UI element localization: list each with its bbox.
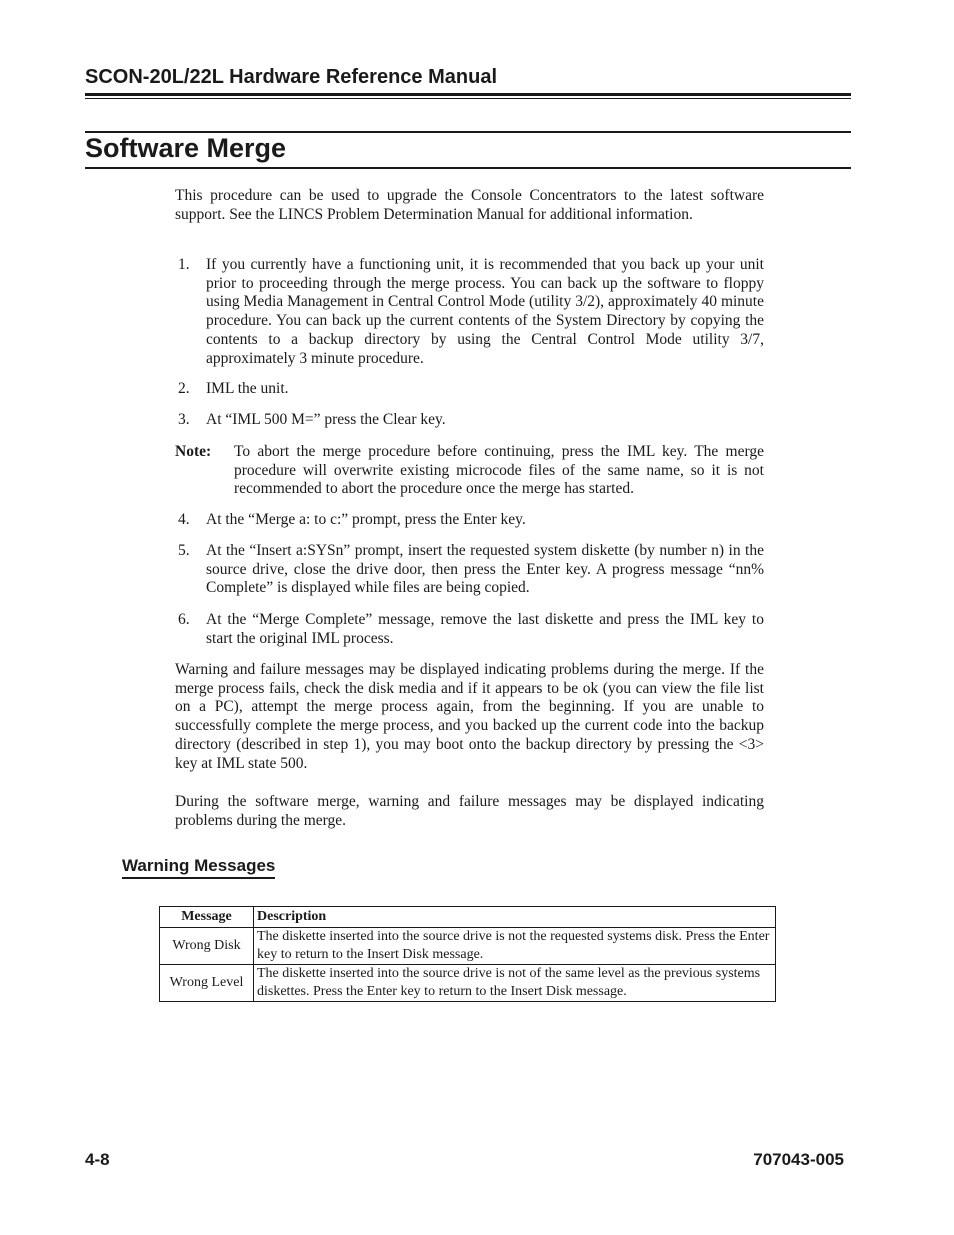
- warning-messages-table: [159, 906, 776, 1002]
- warning-paragraph-text: Warning and failure messages may be displayed indicating problems during the merge. If the merge process fails, check the disk media and if it appears to be ok (you can view the file list on a PC), attempt the merge process again, from the beginning. If you are unable to successfully complete the merge process, and you backed up the current code into the backup directory (described in step 1), you may boot onto the backup directory by pressing the <3> key at IML state 500.: [175, 661, 764, 772]
- step-6: [175, 611, 764, 648]
- table-row: [160, 965, 776, 1002]
- page-number: 4-8: [85, 1150, 110, 1169]
- step-number: 5.: [178, 542, 190, 559]
- description-cell: The diskette inserted into the source drive is not the requested systems disk. Press the Enter key to return to the Insert Disk message.: [254, 928, 776, 965]
- step-text: If you currently have a functioning unit, it is recommended that you back up your unit prior to proceeding through the merge process. You can back up the software to floppy using Media Management in Central Control Mode (utility 3/2), approximately 40 minute procedure. You can back up the current contents of the System Directory by copying the contents to a backup directory by using the Central Control Mode utility 3/7, approximately 3 minute procedure.: [206, 256, 764, 367]
- step-2: [175, 380, 764, 399]
- step-text: At “IML 500 M=” press the Clear key.: [206, 411, 446, 428]
- message-cell: Wrong Level: [160, 965, 254, 1002]
- table-row: [160, 928, 776, 965]
- description-cell: The diskette inserted into the source drive is not of the same level as the previous systems diskettes. Press the Enter key to return to the Insert Disk message.: [254, 965, 776, 1002]
- step-5: [175, 542, 764, 598]
- column-header-message: Message: [160, 907, 254, 928]
- note-text: To abort the merge procedure before continuing, press the IML key. The merge procedure will overwrite existing microcode files of the same name, so it is not recommended to abort the procedure once the merge has started.: [234, 443, 764, 498]
- section-title: Software Merge: [85, 133, 287, 163]
- step-number: 6.: [178, 611, 190, 628]
- document-number: 707043-005: [753, 1150, 844, 1169]
- step-text: At the “Merge a: to c:” prompt, press the Enter key.: [206, 511, 526, 528]
- table-header-row: [160, 907, 776, 928]
- step-text: At the “Insert a:SYSn” prompt, insert the requested system diskette (by number n) in the source drive, close the drive door, then press the Enter key. A progress message “nn% Complete” is displayed while files are being copied.: [206, 542, 764, 597]
- step-3: [175, 411, 764, 430]
- manual-title: SCON-20L/22L Hardware Reference Manual: [85, 66, 498, 88]
- warning-messages-title: Warning Messages: [122, 856, 275, 879]
- step-1: [175, 256, 764, 368]
- step-number: 2.: [178, 380, 190, 397]
- step-text: At the “Merge Complete” message, remove the last diskette and press the IML key to start the original IML process.: [206, 611, 764, 647]
- section-rule-bottom: [85, 167, 851, 169]
- header-rule-thin: [85, 98, 851, 99]
- message-cell: Wrong Disk: [160, 928, 254, 965]
- intro-paragraph: [175, 187, 764, 224]
- during-paragraph: [175, 793, 764, 830]
- during-paragraph-text: During the software merge, warning and failure messages may be displayed indicating problems during the merge.: [175, 793, 764, 829]
- warning-paragraph: [175, 661, 764, 773]
- note-label: Note:: [175, 443, 212, 460]
- step-number: 1.: [178, 256, 190, 273]
- header-rule-thick: [85, 93, 851, 96]
- note: [175, 443, 764, 499]
- intro-text: This procedure can be used to upgrade the Console Concentrators to the latest software support. See the LINCS Problem Determination Manual for additional information.: [175, 187, 764, 223]
- column-header-description: Description: [254, 907, 776, 928]
- step-4: [175, 511, 764, 530]
- step-text: IML the unit.: [206, 380, 289, 397]
- step-number: 3.: [178, 411, 190, 428]
- step-number: 4.: [178, 511, 190, 528]
